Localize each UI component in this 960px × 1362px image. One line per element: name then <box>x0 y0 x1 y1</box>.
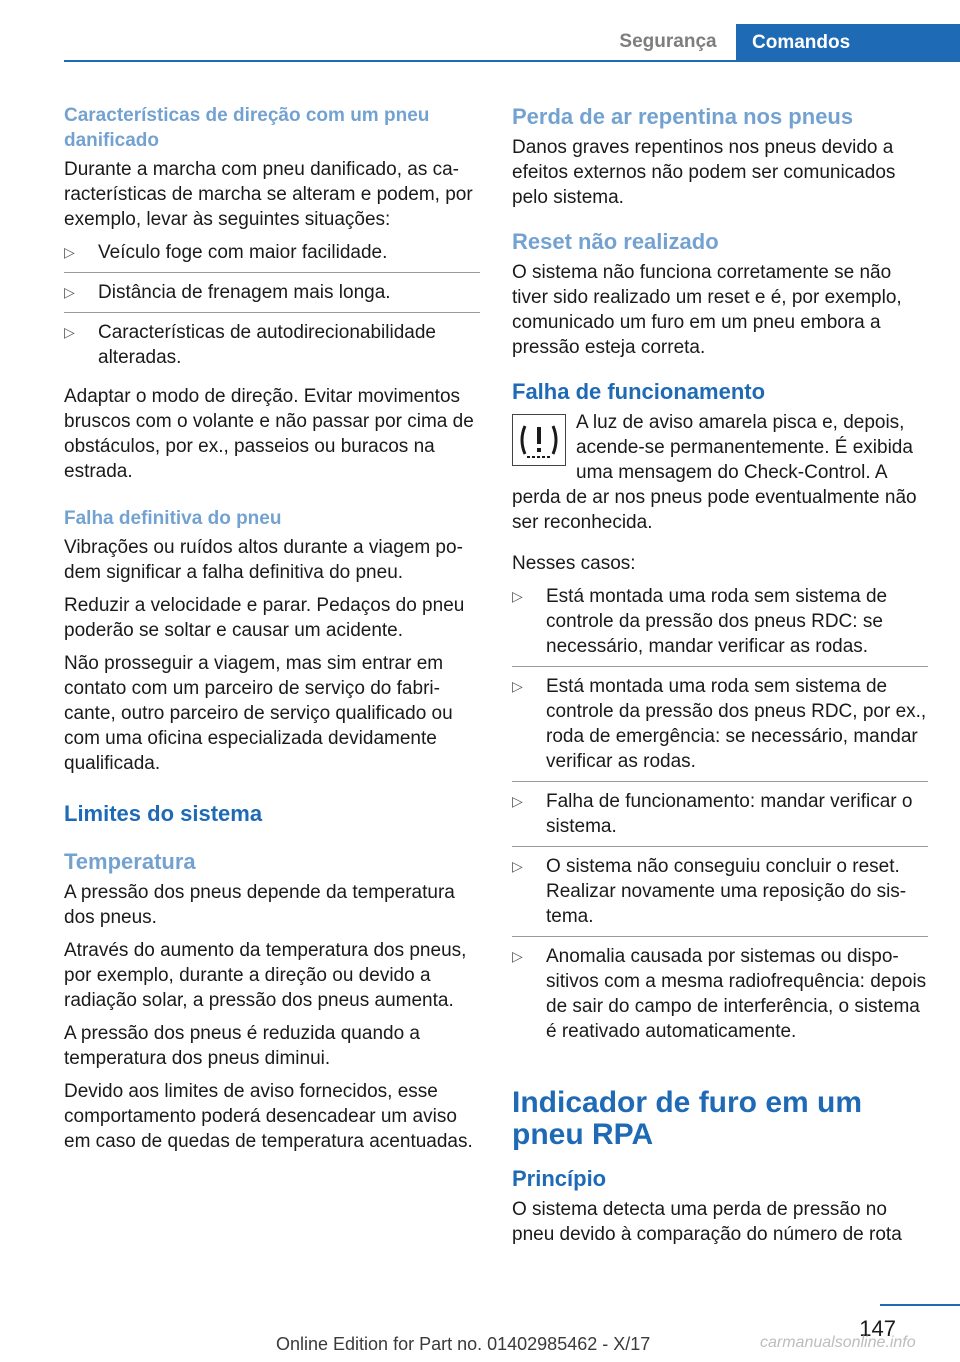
paragraph-adapt: Adaptar o modo de direção. Evitar movimentos bruscos com o volante e não passar por cima de obstáculos, por ex., passeios ou buracos na estrada. <box>64 386 474 482</box>
list-item <box>64 320 480 377</box>
footer-rule <box>880 1304 960 1306</box>
heading-tire-failure: Falha definitiva do pneu <box>64 508 282 529</box>
heading-temperature: Temperatura <box>64 849 196 874</box>
triangle-right-icon: ▷ <box>512 678 523 694</box>
heading-principle: Princípio <box>512 1166 607 1191</box>
paragraph-principle: O sistema detecta uma perda de pressão no pneu devido à comparação do número de rota <box>512 1199 902 1245</box>
triangle-right-icon: ▷ <box>64 284 75 300</box>
paragraph-temp-4: Devido aos limites de aviso fornecidos, esse comportamento poderá desencadear um aviso em caso de quedas de temperatura acentuadas. <box>64 1081 473 1152</box>
section-tab: Segurança <box>619 31 717 52</box>
list-item <box>512 944 928 1051</box>
list-item <box>512 674 928 782</box>
heading-sudden-air-loss: Perda de ar repentina nos pneus <box>512 104 854 129</box>
paragraph-temp-2: Através do aumento da temperatura dos pneus, por exemplo, durante a direção ou devido a radiação solar, a pressão dos pneus aumenta. <box>64 940 467 1011</box>
list-item-text: Está montada uma roda sem sistema de controle da pressão dos pneus RDC: se necessário, mandar verificar as rodas. <box>546 586 888 657</box>
edition-note: Online Edition for Part no. 01402985462 - X/17 <box>276 1334 651 1354</box>
paragraph-reset: O sistema não funciona corretamente se não tiver sido realizado um reset e é, por exemplo, comunicado um furo em um pneu embora a pressão esteja correta. <box>512 262 902 358</box>
paragraph-failure-3: Não prosseguir a viagem, mas sim entrar em contato com um parceiro de serviço do fabricante, outro parceiro de serviço qualificado ou com uma oficina especializada devidamente qualificada. <box>64 653 453 774</box>
header-rule <box>64 60 960 62</box>
list-item-text: Características de autodirecionabilidade alteradas. <box>98 322 436 368</box>
triangle-right-icon: ▷ <box>512 588 523 604</box>
triangle-right-icon: ▷ <box>512 793 523 809</box>
page-number: 147 <box>859 1316 896 1341</box>
list-cases <box>512 584 928 1051</box>
list-steering-effects <box>64 240 480 377</box>
heading-steering-characteristics: Características de direção com um pneu danificado <box>64 105 430 151</box>
list-item <box>512 789 928 847</box>
list-item-text: O sistema não conseguiu concluir o reset. Realizar novamente uma reposição do sistema. <box>546 856 907 927</box>
heading-rpa: Indicador de furo em um pneu RPA <box>512 1086 863 1151</box>
list-item-text: Anomalia causada por sistemas ou dispositivos com a mesma radiofrequência: depois de sair do campo de interferência, o sistema é reativado automaticamente. <box>546 946 927 1042</box>
paragraph-sudden-loss: Danos graves repentinos nos pneus devido a efeitos externos não podem ser comunicados pelo sistema. <box>512 137 896 208</box>
list-item <box>64 280 480 313</box>
list-item <box>64 240 480 273</box>
list-item-text: Veículo foge com maior facilidade. <box>98 242 388 263</box>
list-item-text: Falha de funcionamento: mandar verificar o sistema. <box>546 791 913 837</box>
list-item-text: Está montada uma roda sem sistema de controle da pressão dos pneus RDC, por ex., roda de emergência: se necessário, mandar verificar as rodas. <box>546 676 927 772</box>
paragraph-malfunction: A luz de aviso amarela pisca e, depois, acende-se permanentemente. É exibida uma mensagem do Check-Control. A perda de ar nos pneus pode eventualmente não ser reconhecida. <box>512 412 917 533</box>
paragraph-failure-1: Vibrações ou ruídos altos durante a viagem podem significar a falha definitiva do pneu. <box>64 537 463 583</box>
heading-reset-not-done: Reset não realizado <box>512 229 719 254</box>
triangle-right-icon: ▷ <box>64 244 75 260</box>
left-column <box>64 103 480 1162</box>
list-item <box>512 854 928 937</box>
list-item-text: Distância de frenagem mais longa. <box>98 282 391 303</box>
paragraph-temp-1: A pressão dos pneus depende da temperatura dos pneus. <box>64 882 455 928</box>
heading-malfunction: Falha de funcionamento <box>512 379 766 404</box>
tire-pressure-warning-icon <box>512 414 566 466</box>
paragraph-temp-3: A pressão dos pneus é reduzida quando a temperatura dos pneus diminui. <box>64 1023 420 1069</box>
chapter-tab: Comandos <box>736 24 960 62</box>
triangle-right-icon: ▷ <box>64 324 75 340</box>
right-column <box>512 103 928 1255</box>
malfunction-block <box>512 410 928 535</box>
paragraph-cases: Nesses casos: <box>512 553 636 574</box>
heading-system-limits: Limites do sistema <box>64 801 263 826</box>
triangle-right-icon: ▷ <box>512 948 523 964</box>
list-item <box>512 584 928 667</box>
paragraph-steering: Durante a marcha com pneu danificado, as características de marcha se alteram e podem, por exemplo, levar às seguintes situações: <box>64 159 473 230</box>
paragraph-failure-2: Reduzir a velocidade e parar. Pedaços do pneu poderão se soltar e causar um acidente. <box>64 595 465 641</box>
watermark: carmanualsonline.info <box>760 1334 916 1351</box>
triangle-right-icon: ▷ <box>512 858 523 874</box>
